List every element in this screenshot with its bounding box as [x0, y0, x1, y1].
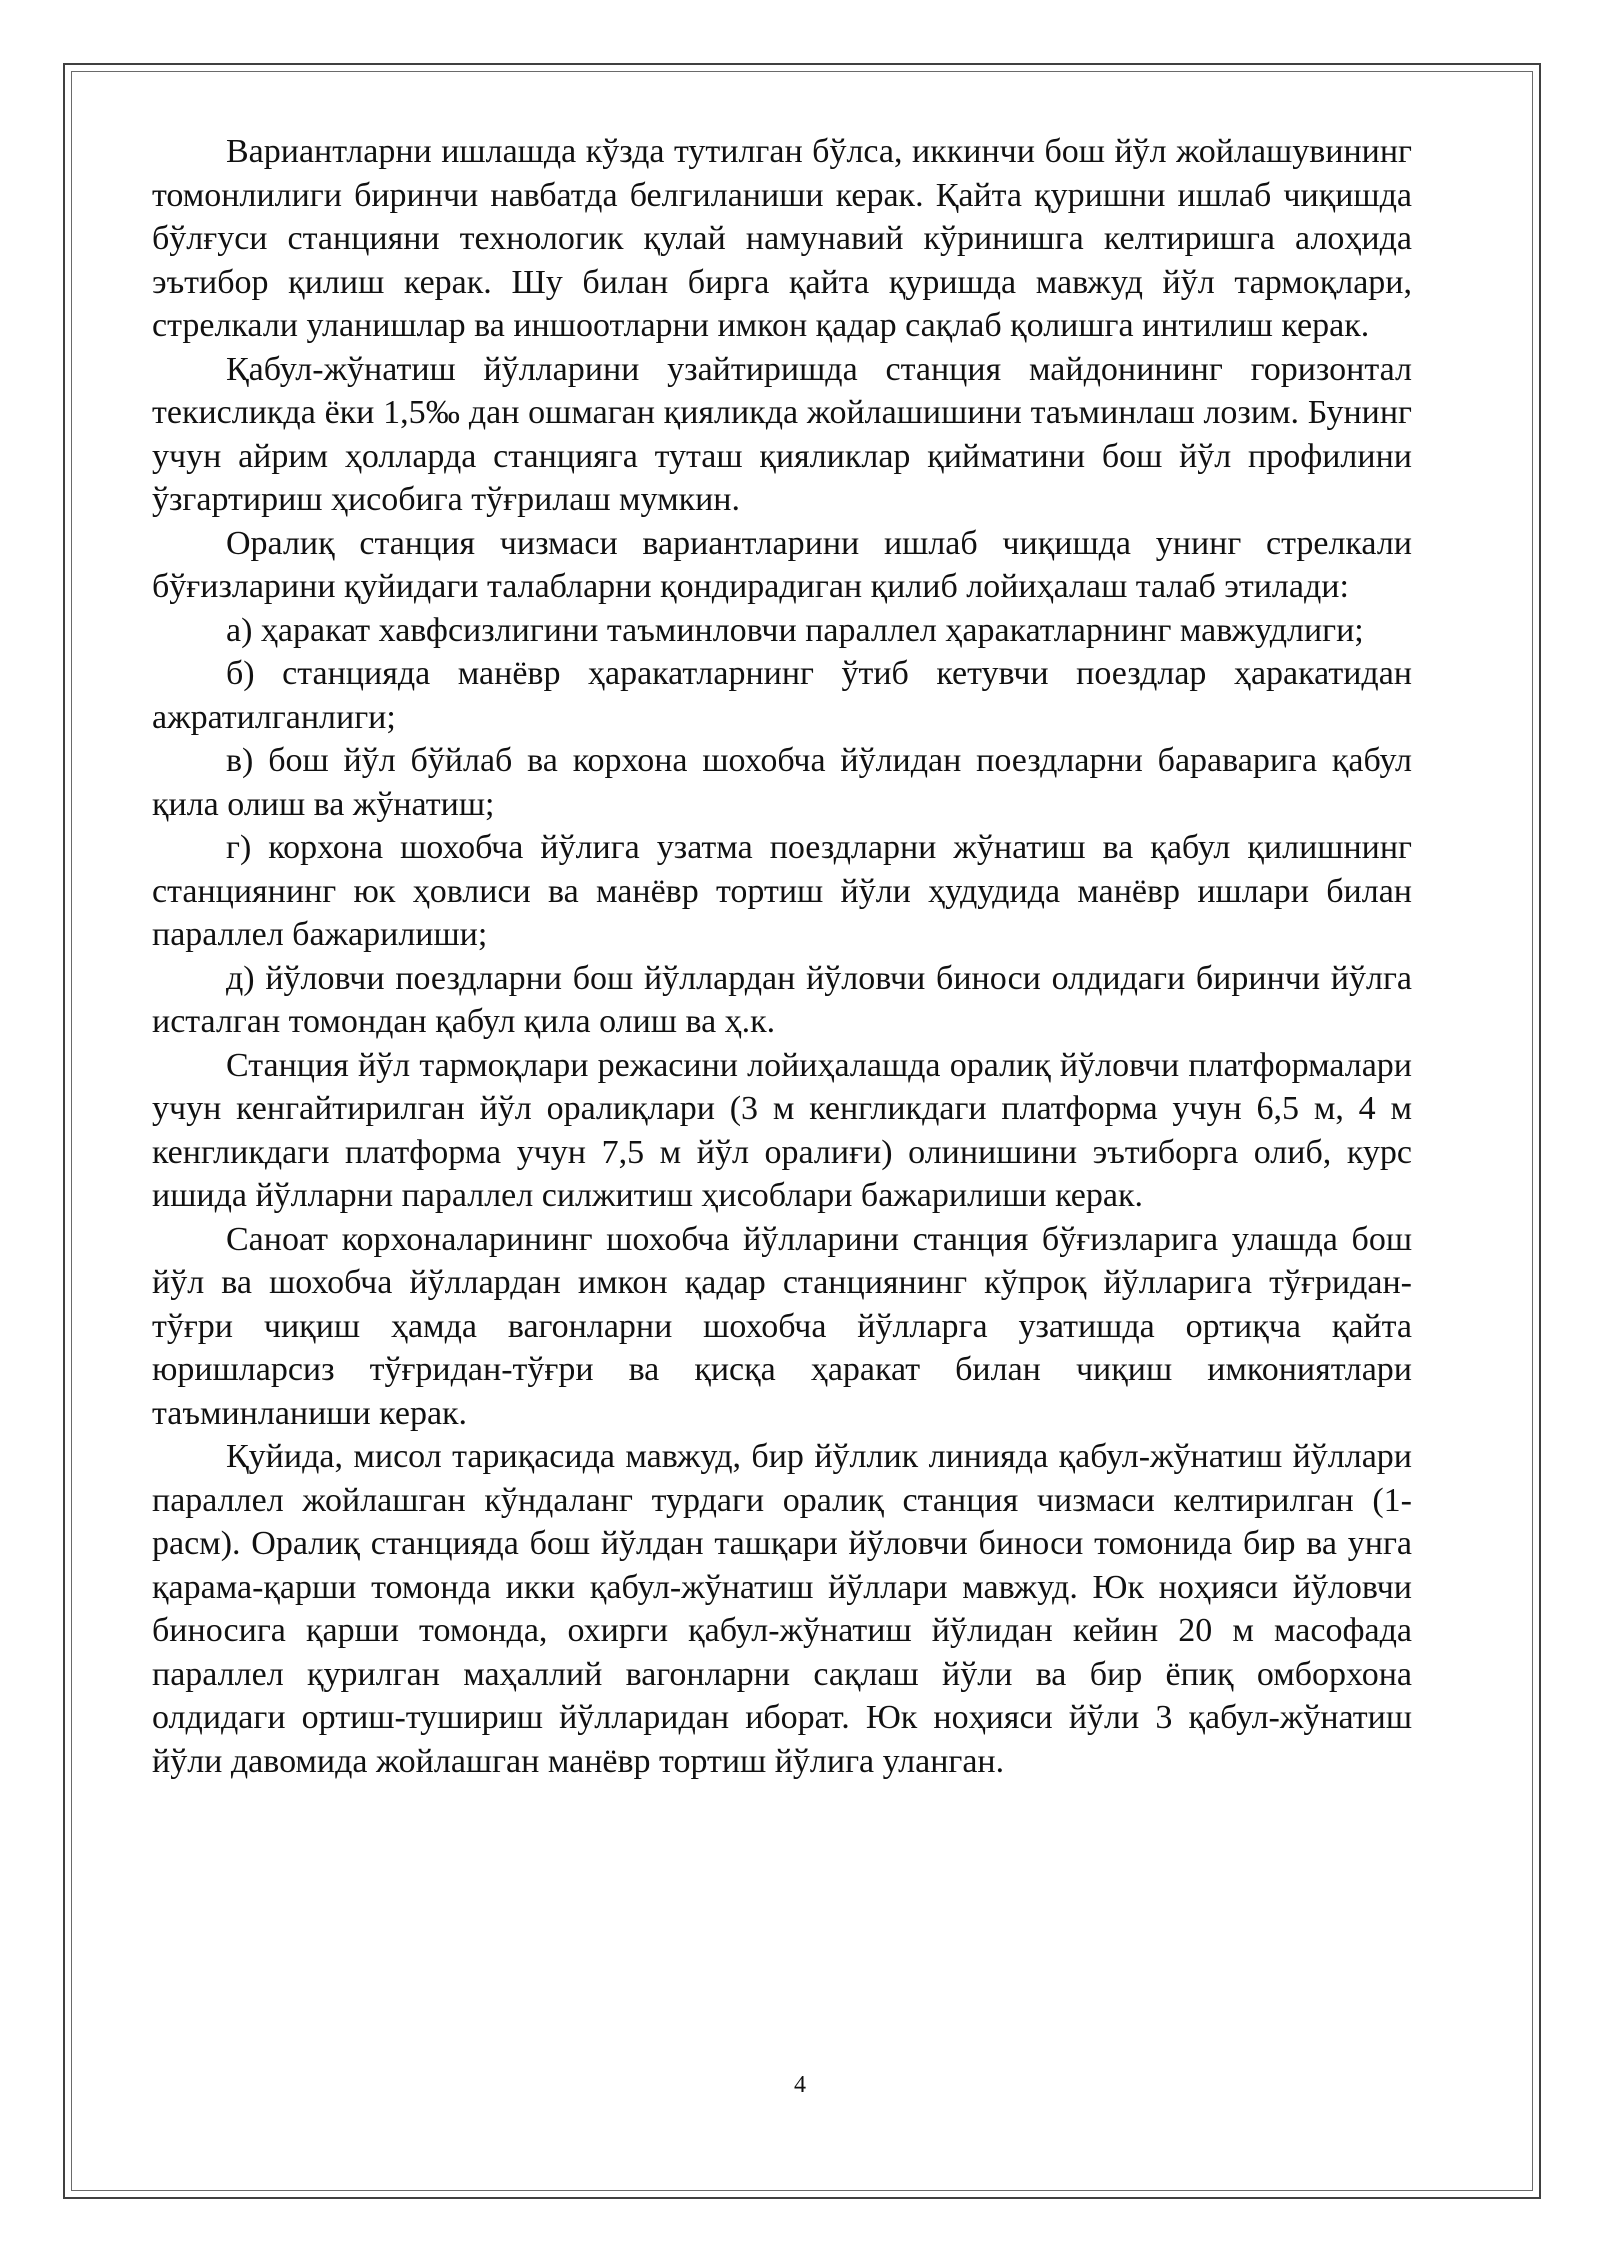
document-body — [152, 130, 1412, 1783]
list-item-g: г) корхона шохобча йўлига узатма поездларни жўнатиш ва қабул қилишнинг станциянинг юк ҳовлиси ва манёвр тортиш йўли ҳудудида манёвр ишлари билан параллел бажарилиши; — [152, 829, 1412, 953]
list-item-b: б) станцияда манёвр ҳаракатларнинг ўтиб кетувчи поездлар ҳаракатидан ажратилганлиги; — [152, 655, 1412, 736]
paragraph-platform-spacing: Станция йўл тармоқлари режасини лойиҳалашда оралиқ йўловчи платформалари учун кенгайтирилган йўл оралиқлари (3 м кенгликдаги платформа учун 6,5 м, 4 м кенгликдаги платформа учун 7,5 м йўл оралиғи) олинишини эътиборга олиб, курс ишида йўлларни параллел силжитиш ҳисоблари бажарилиши керак. — [152, 1046, 1412, 1214]
paragraph-industrial-sidings: Саноат корхоналарининг шохобча йўлларини станция бўғизларига улашда бош йўл ва шохобча йўллардан имкон қадар станциянинг кўпроқ йўлларига тўғридан-тўғри чиқиш ҳамда вагонларни шохобча йўлларга узатишда ортиқча қайта юришларсиз тўғридан-тўғри ва қисқа ҳаракат билан чиқиш имкониятлари таъминланиши керак. — [152, 1220, 1412, 1432]
list-item-v: в) бош йўл бўйлаб ва корхона шохобча йўлидан поездларни бараварига қабул қила олиш ва жўнатиш; — [152, 742, 1412, 823]
paragraph-reconstruction-requirements: Вариантларни ишлашда кўзда тутилган бўлса, иккинчи бош йўл жойлашувининг томонлилиги биринчи навбатда белгиланиши керак. Қайта қуришни ишлаб чиқишда бўлғуси станцияни технологик қулай намунавий кўринишга келтиришга алоҳида эътибор қилиш керак. Шу билан бирга қайта қуришда мавжуд йўл тармоқлари, стрелкали уланишлар ва иншоотларни имкон қадар сақлаб қолишга интилиш керак. — [152, 133, 1412, 344]
list-item-d: д) йўловчи поездларни бош йўллардан йўловчи биноси олдидаги биринчи йўлга исталган томондан қабул қила олиш ва ҳ.к. — [152, 959, 1412, 1040]
paragraph-throat-design-requirements: Оралиқ станция чизмаси вариантларини ишлаб чиқишда унинг стрелкали бўғизларини қуйидаги талабларни қондирадиган қилиб лойиҳалаш талаб этилади: — [152, 524, 1412, 605]
paragraph-track-extension: Қабул-жўнатиш йўлларини узайтиришда станция майдонининг горизонтал текисликда ёки 1,5‰ дан ошмаган қияликда жойлашишини таъминлаш лозим. Бунинг учун айрим ҳолларда станцияга туташ қияликлар қийматини бош йўл профилини ўзгартириш ҳисобига тўғрилаш мумкин. — [152, 350, 1412, 518]
page-number: 4 — [794, 2072, 806, 2098]
paragraph-station-example: Қуйида, мисол тариқасида мавжуд, бир йўллик линияда қабул-жўнатиш йўллари параллел жойлашган кўндаланг турдаги оралиқ станция чизмаси келтирилган (1-расм). Оралиқ станцияда бош йўлдан ташқари йўловчи биноси томонида бир ва унга қарама-қарши томонда икки қабул-жўнатиш йўллари мавжуд. Юк ноҳияси йўловчи биносига қарши томонда, охирги қабул-жўнатиш йўлидан кейин 20 м масофада параллел қурилган маҳаллий вагонларни сақлаш йўли ва бир ёпиқ омборхона олдидаги ортиш-тушириш йўлларидан иборат. Юк ноҳияси йўли 3 қабул-жўнатиш йўли давомида жойлашган манёвр тортиш йўлига уланган. — [152, 1438, 1412, 1780]
list-item-a: а) ҳаракат хавфсизлигини таъминловчи параллел ҳаракатларнинг мавжудлиги; — [226, 611, 1364, 649]
